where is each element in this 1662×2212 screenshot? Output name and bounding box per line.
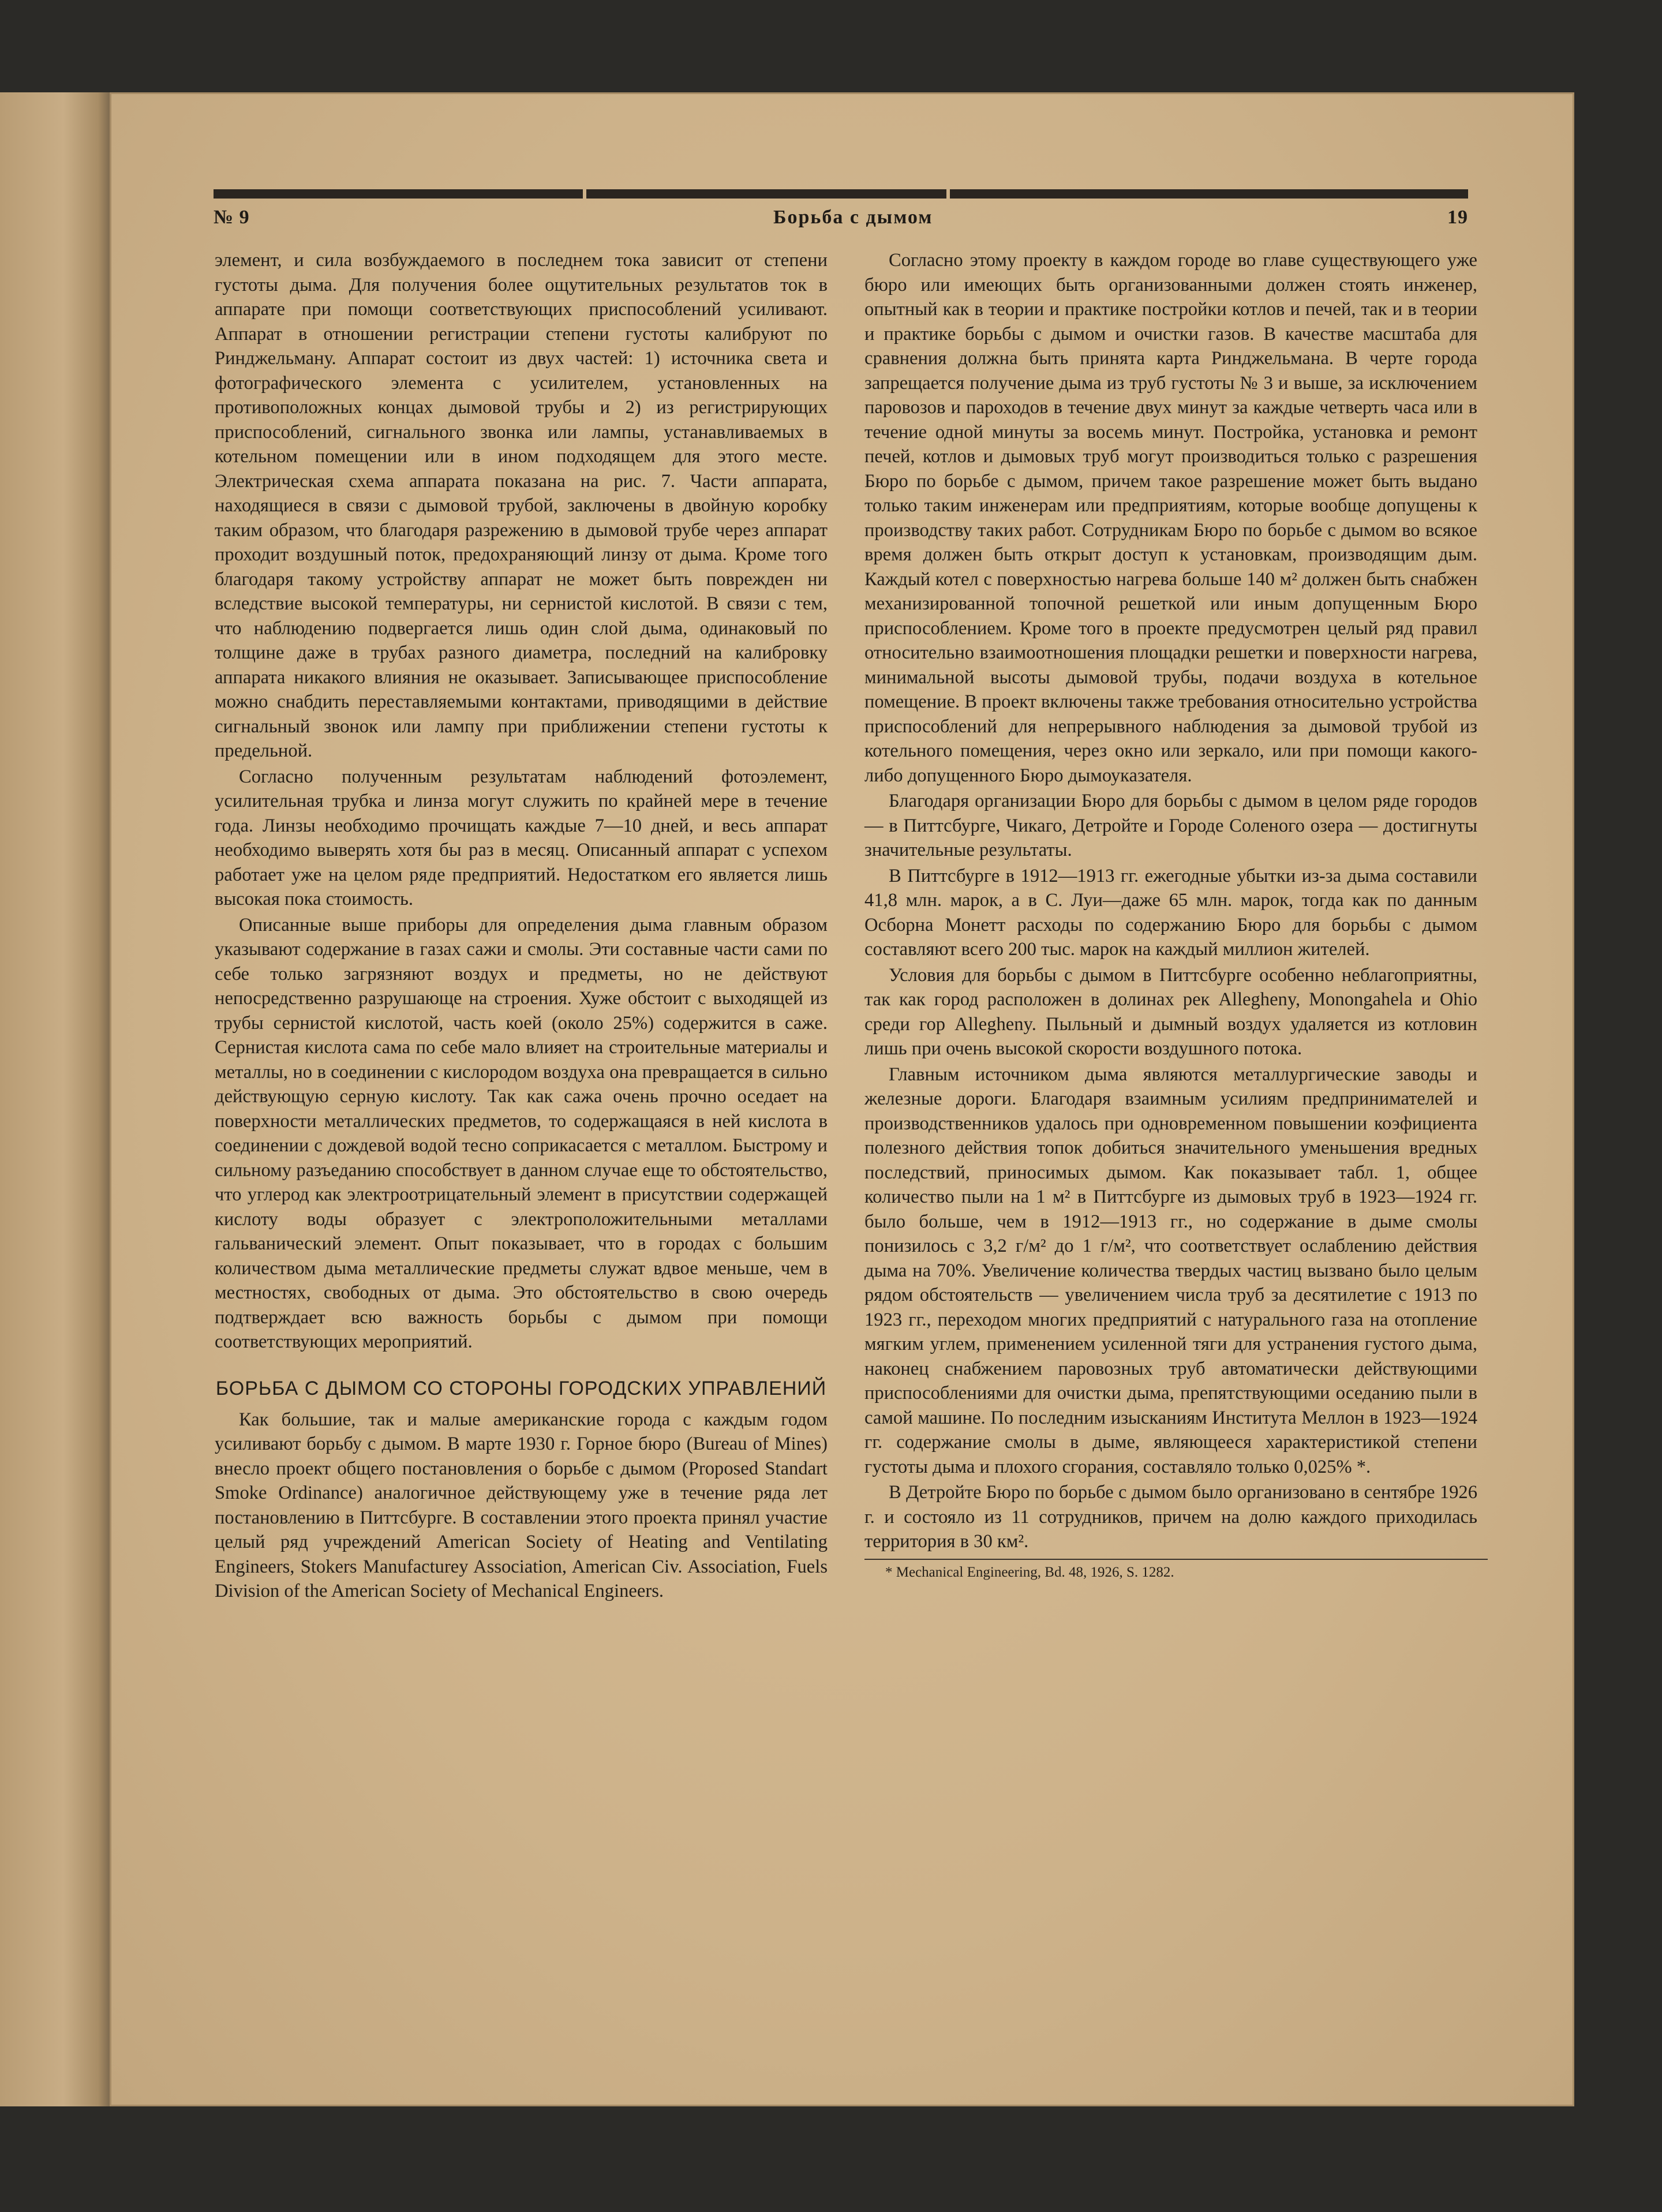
paragraph: Как большие, так и малые американские города с каждым годом усиливают борьбу с дымом. В марте 1930 г. Горное бюро (Bureau of Mines) внесло проект общего постановления о борьбе с дымом (Proposed Standart Smoke Ordinance) аналогичное действующему уже в течение ряда лет постановлению в Питтсбурге. В составлении этого проекта принял участие целый ряд учреждений American Society of Heating and Ventilating Engineers, Stokers Manufacturey Association, American Civ. Association, Fuels Division of the American Society of Mechanical Engineers. — [215, 1409, 828, 1601]
paragraph: Условия для борьбы с дымом в Питтсбурге особенно неблагоприятны, так как город расположен в долинах рек Allegheny, Monongahela и Ohio среди гор Allegheny. Пыльный и дымный воздух удаляется из котловин лишь при очень высокой скорости воздушного потока. — [864, 964, 1477, 1059]
issue-number: № 9 — [214, 207, 250, 228]
right-column — [864, 248, 1477, 1582]
paragraph: В Детройте Бюро по борьбе с дымом было организовано в сентябре 1926 г. и состояло из 11 сотрудников, причем на долю каждого приходилась территория в 30 км². — [864, 1482, 1477, 1552]
previous-page-edge — [0, 92, 115, 2106]
paragraph: В Питтсбурге в 1912—1913 гг. ежегодные убытки из-за дыма составили 41,8 млн. марок, а в С. Луи—даже 65 млн. марок, тогда как по данным Осборна Монетт расходы по содержанию Бюро для борьбы с дымом составляют всего 200 тыс. марок на каждый миллион жителей. — [864, 865, 1477, 960]
paragraph: элемент, и сила возбуждаемого в последнем тока зависит от степени густоты дыма. Для получения более ощутительных результатов ток в аппарате при помощи соответствующих приспособлений усиливают. Аппарат в отношении регистрации степени густоты калибруют по Ринджельману. Аппарат состоит из двух частей: 1) источника света и фотографического элемента с усилителем, установленных на противоположных концах дымовой трубы и 2) из регистрирующих приспособлений, сигнального звонка или лампы, устанавливаемых в котельном помещении или в ином подходящем для этого месте. Электрическая схема аппарата показана на рис. 7. Части аппарата, находящиеся в связи с дымовой трубой, заключены в двойную коробку таким образом, что благодаря разрежению в дымовой трубе через аппарат проходит воздушный поток, предохраняющий линзу от дыма. Кроме того благодаря такому устройству аппарат не может быть поврежден ни вследствие высокой температуры, ни сернистой кислотой. В связи с тем, что наблюдению подвергается лишь один слой дыма, одинаковый по толщине даже в трубах разного диаметра, последний на калибровку аппарата никакого влияния не оказывает. Записывающее приспособление можно снабдить переставляемыми контактами, приводящими в действие сигнальный звонок или лампу при приближении степени густоты к предельной. — [215, 250, 828, 761]
footnote: * Mechanical Engineering, Bd. 48, 1926, S. 1282. — [885, 1564, 1174, 1580]
running-title: Борьба с дымом — [773, 207, 933, 228]
paragraph: Главным источником дыма являются металлургические заводы и железные дороги. Благодаря взаимным усилиям предпринимателей и производственников удалось при одновременном повышении коэфициента полезного действия топок добиться значительного уменьшения вредных последствий, приносимых дымом. Как показывает табл. 1, общее количество пыли на 1 м² в Питтсбурге из дымовых труб в 1923—1924 гг. было больше, чем в 1912—1913 гг., но содержание в дыме смолы понизилось с 3,2 г/м² до 1 г/м², что соответствует ослаблению действия дыма на 70%. Увеличение количества твердых частиц вызвано было целым рядом обстоятельств — увеличением числа труб за десятилетие с 1913 по 1923 гг., переходом многих предприятий с натурального газа на отопление мягким углем, применением усиленной тяги для устранения густого дыма, наконец снабжением паровозных труб автоматически действующими приспособлениями для очистки дыма, препятствующими оседанию пыли в самой машине. По последним изысканиям Института Меллон в 1923—1924 гг. содержание смолы в дыме, являющееся характеристикой степени густоты дыма и плохого сгорания, составляло только 0,025% *. — [864, 1064, 1477, 1477]
footnote-rule — [864, 1559, 1488, 1560]
paragraph: Согласно полученным результатам наблюдений фотоэлемент, усилительная трубка и линза могут служить по крайней мере в течение года. Линзы необходимо прочищать каждые 7—10 дней, и весь аппарат необходимо выверять хотя бы раз в месяц. Описанный аппарат с успехом работает уже на целом ряде предприятий. Недостатком его является лишь высокая пока стоимость. — [215, 766, 828, 909]
page-number: 19 — [1447, 207, 1468, 228]
left-column — [215, 248, 828, 1604]
paragraph: Согласно этому проекту в каждом городе во главе существующего уже бюро или имеющих быть организованными должен стоять инженер, опытный как в теории и практике постройки котлов и печей, так и в теории и практике борьбы с дымом и очистки газов. В качестве масштаба для сравнения должна быть принята карта Ринджельмана. В черте города запрещается получение дыма из труб густоты № 3 и выше, за исключением паровозов и пароходов в течение двух минут за каждые четверть часа или в течение одной минуты за восемь минут. Постройка, установка и ремонт печей, котлов и дымовых труб могут производиться только с разрешения Бюро по борьбе с дымом, причем такое разрешение может быть выдано только таким инженерам или предприятиям, которые вообще допущены к производству таких работ. Сотрудникам Бюро по борьбе с дымом во всякое время должен быть открыт доступ к установкам, производящим дым. Каждый котел с поверхностью нагрева больше 140 м² должен быть снабжен механизированной топочной решеткой или иным допущенным Бюро приспособлением. Кроме того в проекте предусмотрен целый ряд правил относительно взаимоотношения площадки решетки и поверхности нагрева, минимальной высоты дымовой трубы, подачи воздуха в котельное помещение. В проект включены также требования относительно устройства приспособлений для непрерывного наблюдения за дымовой трубой из котельного помещения, через окно или зеркало, или при помощи какого-либо допущенного Бюро дымоуказателя. — [864, 250, 1477, 786]
paragraph: Благодаря организации Бюро для борьбы с дымом в целом ряде городов — в Питтсбурге, Чикаго, Детройте и Городе Соленого озера — достигнуты значительные результаты. — [864, 791, 1477, 860]
paragraph: Описанные выше приборы для определения дыма главным образом указывают содержание в газах сажи и смолы. Эти составные части сами по себе только загрязняют воздух и предметы, но не действуют непосредственно разрушающе на строения. Хуже обстоит с выходящей из трубы сернистой кислотой, часть коей (около 25%) содержится в саже. Сернистая кислота сама по себе мало влияет на строительные материалы и металлы, но в соединении с кислородом воздуха она превращается в сильно действующую серную кислоту. Так как сажа очень прочно оседает на поверхности металлических предметов, то содержащаяся в ней кислота в соединении с дождевой водой тесно соприкасается с металлом. Быстрому и сильному разъеданию способствует в данном случае еще то обстоятельство, что углерод как электроотрицательный элемент в присутствии содержащей кислоту воды образует с электроположительными металлами гальванический элемент. Опыт показывает, что в городах с большим количеством дыма металлические предметы служат вдвое меньше, чем в местностях, свободных от дыма. Это обстоятельство в свою очередь подтверждает всю важность борьбы с дымом при помощи соответствующих мероприятий. — [215, 914, 828, 1352]
header-rule — [214, 189, 1468, 199]
section-heading: БОРЬБА С ДЫМОМ СО СТОРОНЫ ГОРОДСКИХ УПРАВЛЕНИЙ — [215, 1377, 827, 1399]
